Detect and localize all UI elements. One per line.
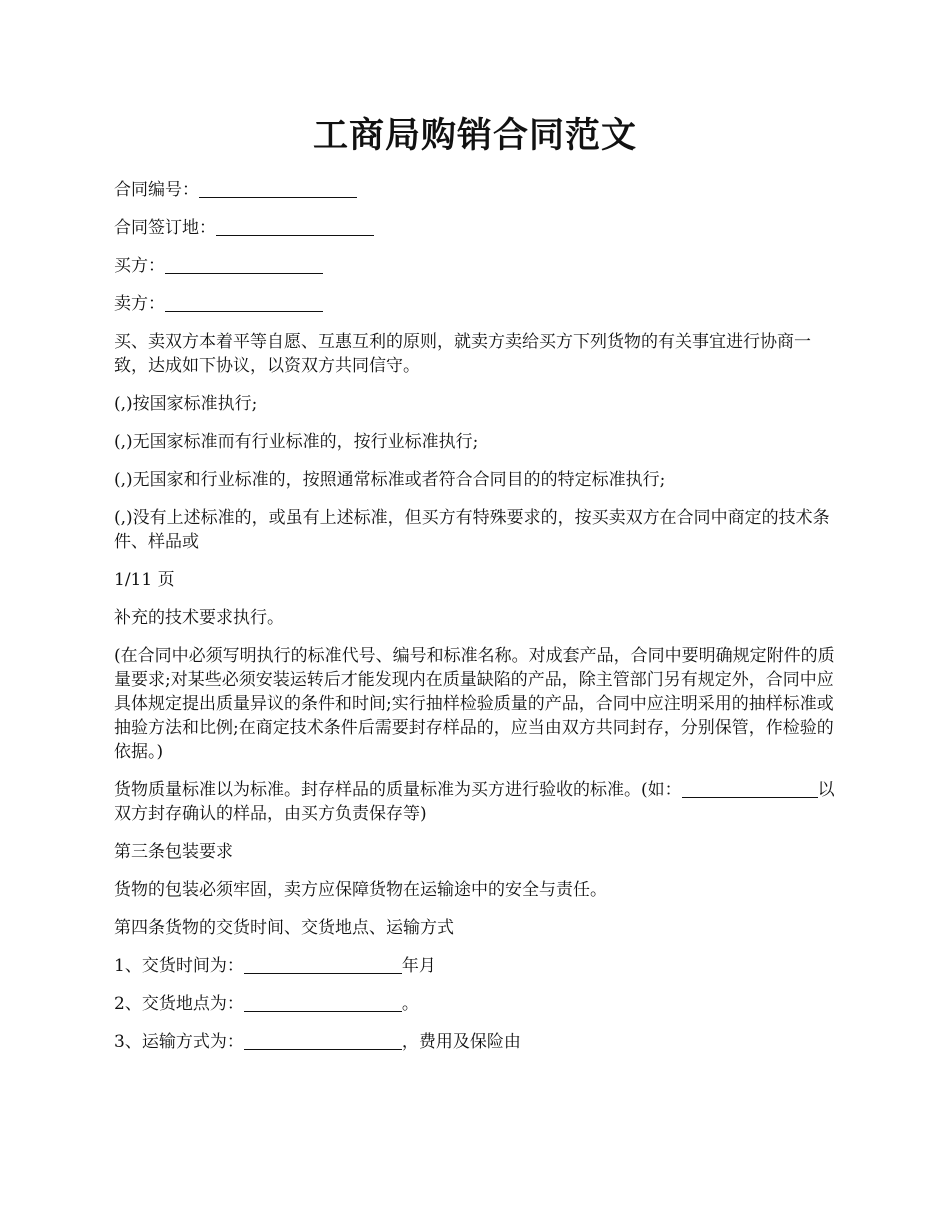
supplement-paragraph: 补充的技术要求执行。 bbox=[114, 608, 284, 628]
article3-text: 货物的包装必须牢固，卖方应保障货物在运输途中的安全与责任。 bbox=[114, 880, 607, 900]
transport-field bbox=[114, 1030, 840, 1054]
delivery-place-field bbox=[114, 992, 840, 1016]
document-body bbox=[114, 178, 840, 1068]
standard-item-4: (,)没有上述标准的，或虽有上述标准，但买方有特殊要求的，按买卖双方在合同中商定的技术条件、样品或 bbox=[114, 508, 830, 552]
transport-label: 3、运输方式为： bbox=[114, 1032, 244, 1052]
buyer-field bbox=[114, 254, 840, 278]
sign-place-field bbox=[114, 216, 840, 240]
seller-label: 卖方： bbox=[114, 294, 165, 314]
delivery-place-blank bbox=[244, 993, 402, 1012]
intro-paragraph: 买、卖双方本着平等自愿、互惠互利的原则，就卖方卖给买方下列货物的有关事宜进行协商一致，达成如下协议，以资双方共同信守。 bbox=[114, 332, 811, 376]
standard-item-1: (,)按国家标准执行; bbox=[114, 394, 258, 414]
delivery-time-suffix: 年月 bbox=[401, 956, 436, 976]
delivery-place-label: 2、交货地点为： bbox=[114, 994, 244, 1014]
quality-blank-2 bbox=[782, 779, 818, 798]
document-title: 工商局购销合同范文 bbox=[312, 115, 637, 156]
delivery-place-suffix: 。 bbox=[401, 994, 419, 1014]
quality-paragraph bbox=[114, 778, 840, 826]
delivery-time-label: 1、交货时间为： bbox=[114, 956, 244, 976]
buyer-blank bbox=[165, 255, 323, 274]
standard-item-3: (,)无国家和行业标准的，按照通常标准或者符合合同目的的特定标准执行; bbox=[114, 470, 666, 490]
note-paragraph: (在合同中必须写明执行的标准代号、编号和标准名称。对成套产品，合同中要明确规定附件的质量要求;对某些必须安装运转后才能发现内在质量缺陷的产品，除主管部门另有规定外，合同中应具体规定提出质量异议的条件和时间;实行抽样检验质量的产品，合同中应注明采用的抽样标准或抽验方法和比例;在商定技术条件后需要封存样品的，应当由双方共同封存，分别保管，作检验的依据。) bbox=[114, 646, 835, 762]
contract-number-blank bbox=[199, 179, 357, 198]
seller-field bbox=[114, 292, 840, 316]
sign-place-label: 合同签订地： bbox=[114, 218, 216, 238]
article3-title: 第三条包装要求 bbox=[114, 842, 233, 862]
transport-blank bbox=[244, 1031, 402, 1050]
seller-blank bbox=[165, 293, 323, 312]
article4-title: 第四条货物的交货时间、交货地点、运输方式 bbox=[114, 918, 454, 938]
standard-item-2: (,)无国家标准而有行业标准的，按行业标准执行; bbox=[114, 432, 479, 452]
delivery-time-blank bbox=[244, 955, 402, 974]
quality-prefix: 货物质量标准以为标准。封存样品的质量标准为买方进行验收的标准。(如： bbox=[114, 780, 682, 800]
quality-suffix: 以双方封存确认的样品，由买方负责保存等) bbox=[114, 780, 835, 824]
delivery-time-field bbox=[114, 954, 840, 978]
contract-number-field bbox=[114, 178, 840, 202]
transport-suffix: ，费用及保险由 bbox=[401, 1032, 521, 1052]
quality-blank-1 bbox=[682, 779, 782, 798]
buyer-label: 买方： bbox=[114, 256, 165, 276]
sign-place-blank bbox=[216, 217, 374, 236]
page-marker: 1/11 页 bbox=[114, 570, 175, 590]
contract-number-label: 合同编号： bbox=[114, 180, 199, 200]
